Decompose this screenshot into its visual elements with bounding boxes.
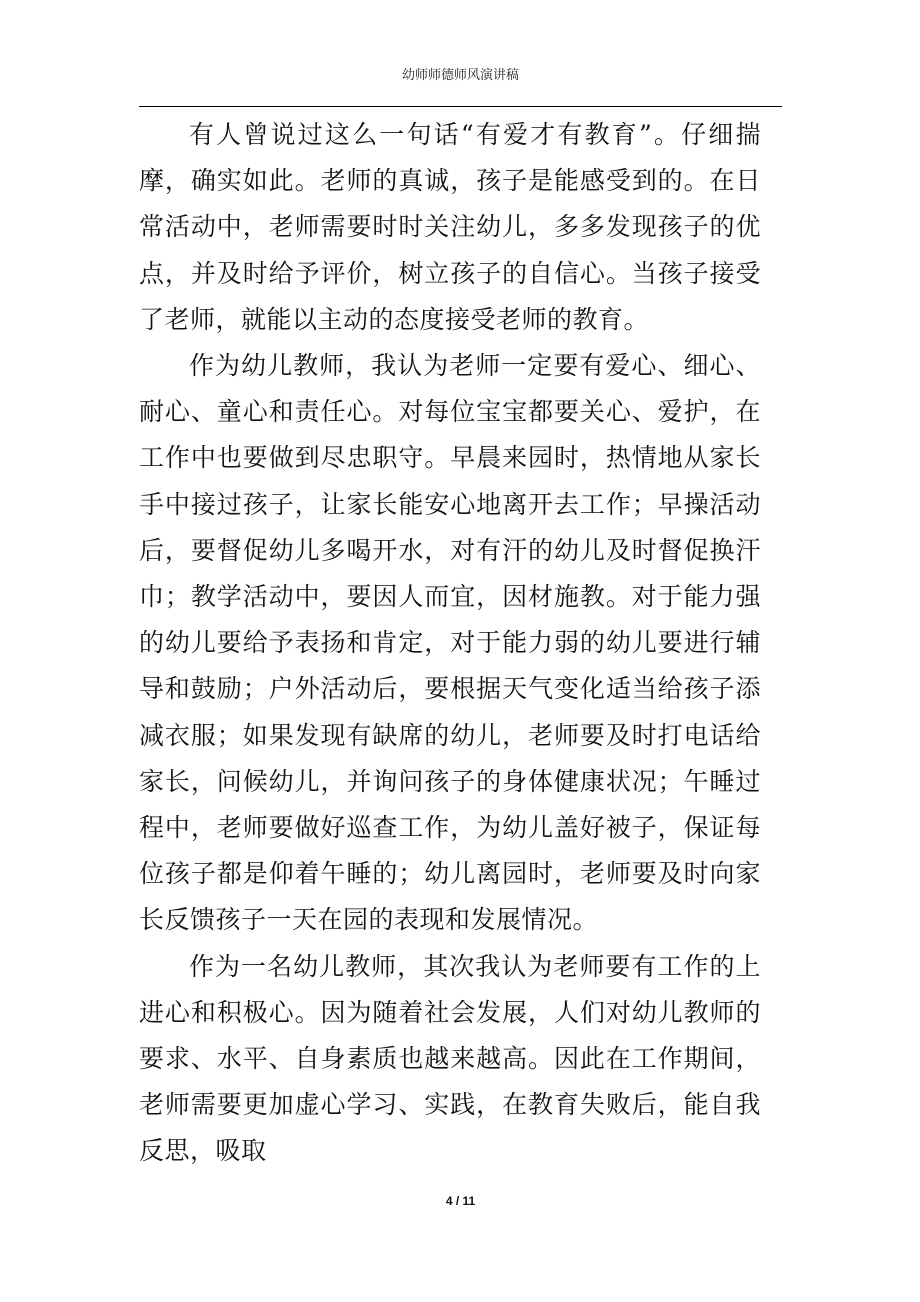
page-header-title: 幼师师德师风演讲稿 (401, 68, 519, 83)
paragraph-3: 作为一名幼儿教师，其次我认为老师要有工作的上进心和积极心。因为随着社会发展，人们对幼儿教师的要求、水平、自身素质也越来越高。因此在工作期间，老师需要更加虚心学习、实践，在教育失败后，能自我反思，吸取 (139, 951, 761, 1166)
page-number: 4 / 11 (445, 1194, 476, 1208)
document-body (139, 112, 761, 1175)
header-divider (139, 106, 782, 107)
paragraph-2: 作为幼儿教师，我认为老师一定要有爱心、细心、耐心、童心和责任心。对每位宝宝都要关心、爱护，在工作中也要做到尽忠职守。早晨来园时，热情地从家长手中接过孩子，让家长能安心地离开去工作；早操活动后，要督促幼儿多喝开水，对有汗的幼儿及时督促换汗巾；教学活动中，要因人而宜，因材施教。对于能力强的幼儿要给予表扬和肯定，对于能力弱的幼儿要进行辅导和鼓励；户外活动后，要根据天气变化适当给孩子添减衣服；如果发现有缺席的幼儿，老师要及时打电话给家长，问候幼儿，并询问孩子的身体健康状况；午睡过程中，老师要做好巡查工作，为幼儿盖好被子，保证每位孩子都是仰着午睡的；幼儿离园时，老师要及时向家长反馈孩子一天在园的表现和发展情况。 (139, 351, 761, 935)
paragraph-1: 有人曾说过这么一句话“有爱才有教育”。仔细揣摩，确实如此。老师的真诚，孩子是能感受到的。在日常活动中，老师需要时时关注幼儿，多多发现孩子的优点，并及时给予评价，树立孩子的自信心。当孩子接受了老师，就能以主动的态度接受老师的教育。 (139, 120, 761, 334)
